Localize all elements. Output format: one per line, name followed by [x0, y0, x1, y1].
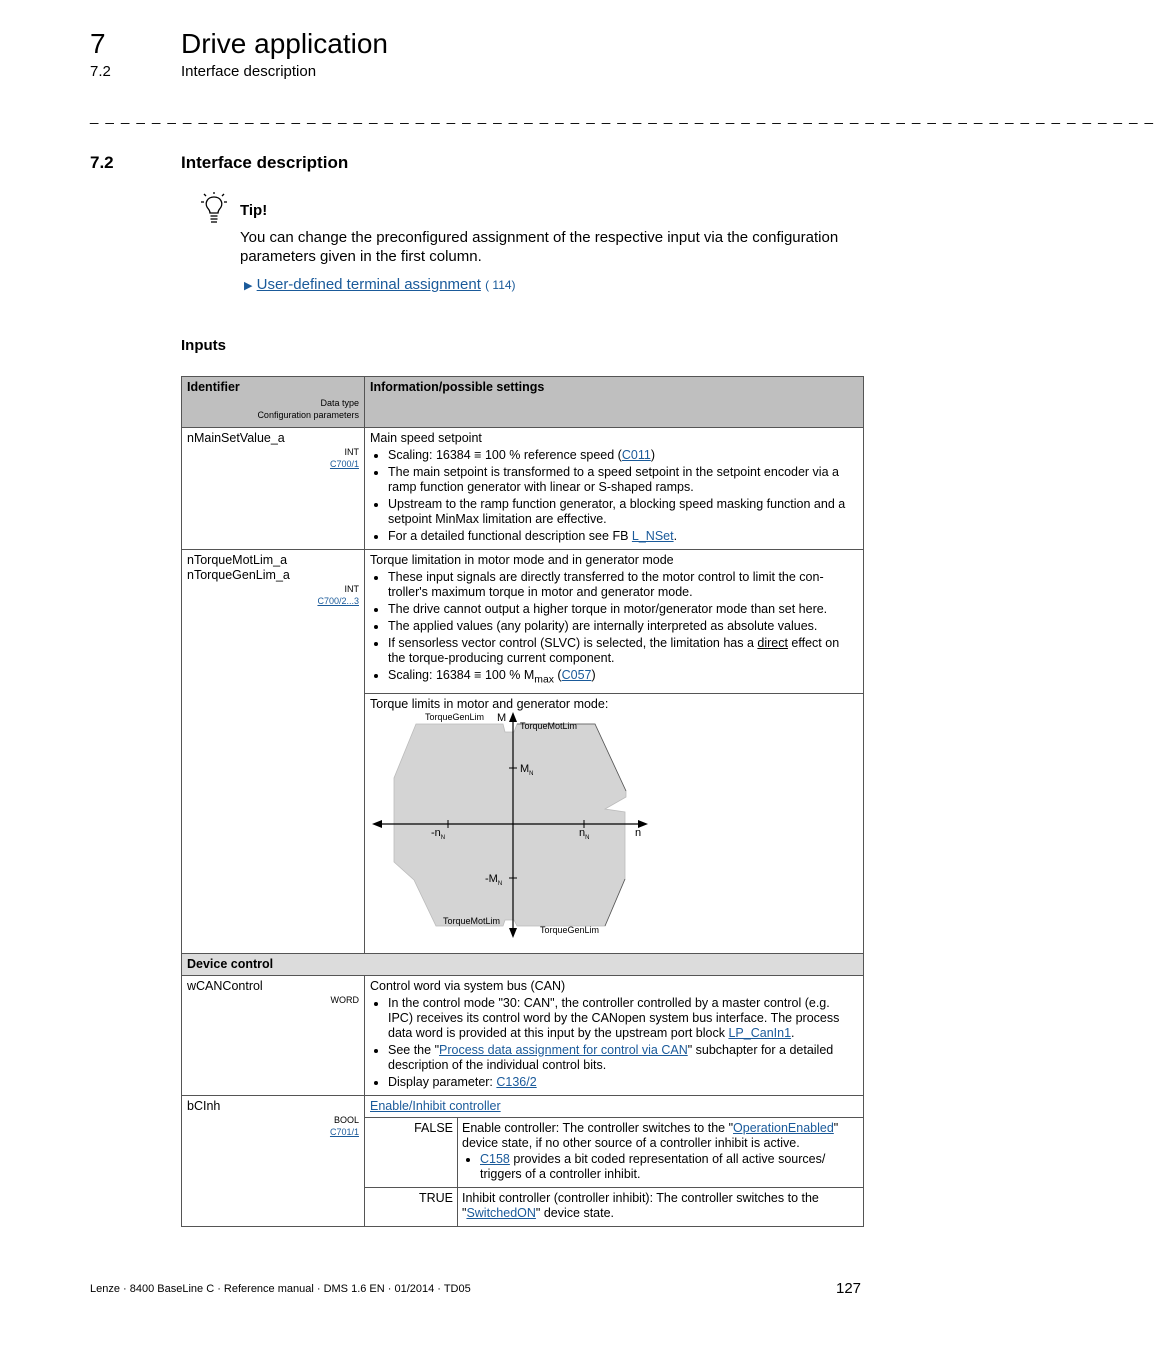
header-info: Information/possible settings: [370, 380, 545, 394]
list-item: • These input signals are directly transferred to the motor control to limit the con-troller's maximum torque in motor and generator mode.: [388, 570, 858, 600]
list-item: • The drive cannot output a higher torque in motor/generator mode than set here.: [388, 602, 858, 617]
table-row: bCInh BOOL C701/1 Enable/Inhibit controller FALSE Enable controller: The controller switches to the "OperationEnabled" device state, if no other source of a controller inhibit is active. • C158 provides a bit coded representation of all active sources/ triggers of a controller inhibit. TRUE Inhibit controller (controller inhibit): The controller switches to the "SwitchedON" device state.: [182, 1095, 864, 1226]
user-defined-terminal-link[interactable]: User-defined terminal assignment: [256, 276, 481, 293]
n-axis-label: n: [635, 826, 642, 839]
table-row: [182, 975, 864, 1095]
diagram-title: Torque limits in motor and generator mode:: [370, 696, 609, 711]
chapter-number: 7: [90, 28, 106, 59]
page-ref[interactable]: ( 114): [485, 278, 516, 292]
list-item: • In the control mode "30: CAN", the controller controlled by a master control (e.g. IPC) receives its control word by the CANopen system bus interface. The process data word is provided at this input by the upstream port block LP_CanIn1.: [388, 996, 858, 1041]
triangle-right-icon: ▶: [244, 280, 253, 292]
data-type: WORD: [330, 994, 359, 1005]
data-type: BOOL: [333, 1114, 359, 1125]
section-title: Interface description: [181, 153, 349, 172]
param-link[interactable]: C701/1: [329, 1126, 359, 1137]
list-item: • Scaling: 16384 ≡ 100 % reference speed (C011): [388, 448, 858, 463]
row-title: Torque limitation in motor mode and in generator mode: [370, 553, 674, 567]
section-number: 7.2: [90, 153, 114, 172]
torque-mot-lim-bottom-label: TorqueMotLim: [443, 915, 501, 926]
inputs-table: [181, 376, 864, 1227]
true-label: TRUE: [365, 1187, 458, 1226]
c136-link[interactable]: C136/2: [496, 1074, 537, 1089]
inputs-heading: Inputs: [181, 337, 226, 354]
device-control-heading: Device control: [182, 953, 864, 975]
neg-nn-label: $-n_N$: [431, 826, 446, 841]
data-type: INT: [344, 584, 359, 594]
lightbulb-icon: [196, 192, 232, 231]
torque-area: [394, 724, 626, 926]
page-number: 127: [836, 1280, 862, 1297]
neg-mn-label: $-M_N$: [485, 872, 503, 887]
row-title: Main speed setpoint: [370, 431, 482, 445]
tip-label: Tip!: [240, 202, 268, 219]
list-item: • For a detailed functional description see FB L_NSet.: [388, 529, 858, 544]
header-divider: _ _ _ _ _ _ _ _ _ _ _ _ _ _ _ _ _ _ _ _ _ _ _ _ _ _ _ _ _ _ _ _ _ _ _ _ _ _ _ _ _ _ _ _ _ _ _ _ _ _ _ _ _ _ _ _ _ _ _ _ _ _ _ _ _ _ _ _ _: [90, 108, 1155, 125]
m-axis-arrow-bottom: [509, 928, 517, 938]
mn-label: $M_N$: [520, 762, 534, 777]
identifier: wCANControl: [187, 978, 263, 993]
list-item: • C158 provides a bit coded representation of all active sources/ triggers of a controller inhibit.: [480, 1152, 859, 1182]
footer-text: Lenze · 8400 BaseLine C · Reference manual · DMS 1.6 EN · 01/2014 · TD05: [90, 1283, 471, 1295]
param-link[interactable]: C700/2...3: [317, 596, 359, 606]
table-row: [182, 428, 864, 550]
header-config-params: Configuration parameters: [257, 410, 359, 420]
n-axis-arrow-left: [372, 820, 382, 828]
param-link[interactable]: C700/1: [329, 459, 359, 469]
m-axis-arrow-top: [509, 712, 517, 722]
identifier: bCInh: [187, 1098, 221, 1113]
torque-gen-lim-bottom-label: TorqueGenLim: [540, 924, 600, 935]
torque-gen-lim-top-label: TorqueGenLim: [425, 711, 485, 722]
list-item: • Scaling: 16384 ≡ 100 % $M_{max}$ (C057): [388, 668, 858, 688]
torque-mot-lim-top-label: TorqueMotLim: [520, 720, 578, 731]
identifier: nTorqueMotLim_a: [187, 553, 288, 567]
chapter-title: Drive application: [181, 28, 388, 59]
c057-link[interactable]: C057: [561, 668, 592, 682]
data-type: INT: [344, 447, 359, 457]
enable-inhibit-link[interactable]: Enable/Inhibit controller: [370, 1098, 501, 1113]
list-item: • The main setpoint is transformed to a speed setpoint in the setpoint encoder via a ramp function generator with linear or S-shaped ramps.: [388, 465, 858, 495]
lp-canin1-link[interactable]: LP_CanIn1: [728, 1025, 792, 1040]
table-header: [182, 377, 864, 428]
tip-text: You can change the preconfigured assignment of the respective input via the configuration parameters given in the first column.: [240, 229, 839, 265]
list-item: • Display parameter: C136/2: [388, 1075, 858, 1090]
list-item: • If sensorless vector control (SLVC) is selected, the limitation has a direct effect on the torque-producing current component.: [388, 636, 858, 666]
identifier: nMainSetValue_a: [187, 431, 285, 445]
switched-on-link[interactable]: SwitchedON: [466, 1205, 536, 1220]
list-item: • The applied values (any polarity) are internally interpreted as absolute values.: [388, 619, 858, 634]
m-axis-label: M: [497, 711, 507, 724]
table-row: [182, 550, 864, 694]
list-item: • See the "Process data assignment for control via CAN" subchapter for a detailed description of the individual control bits.: [388, 1043, 858, 1073]
list-item: • Upstream to the ramp function generator, a blocking speed masking function and a setpoint MinMax limitation are effective.: [388, 497, 858, 527]
false-label: FALSE: [365, 1117, 458, 1187]
process-data-link[interactable]: Process data assignment for control via CAN: [439, 1042, 688, 1057]
c011-link[interactable]: C011: [621, 448, 651, 462]
identifier: nTorqueGenLim_a: [187, 568, 290, 582]
header-identifier: Identifier: [187, 380, 240, 394]
torque-limits-diagram: [370, 712, 670, 944]
l-nset-link[interactable]: L_NSet: [631, 529, 674, 543]
nn-label: $n_N$: [579, 826, 590, 841]
subchapter-number: 7.2: [90, 63, 111, 80]
tip-link[interactable]: [244, 276, 516, 293]
subchapter-title: Interface description: [181, 63, 317, 80]
c158-link[interactable]: C158: [480, 1151, 510, 1166]
operation-enabled-link[interactable]: OperationEnabled: [733, 1120, 834, 1135]
header-datatype: Data type: [320, 398, 359, 408]
row-title: Control word via system bus (CAN): [370, 978, 566, 993]
